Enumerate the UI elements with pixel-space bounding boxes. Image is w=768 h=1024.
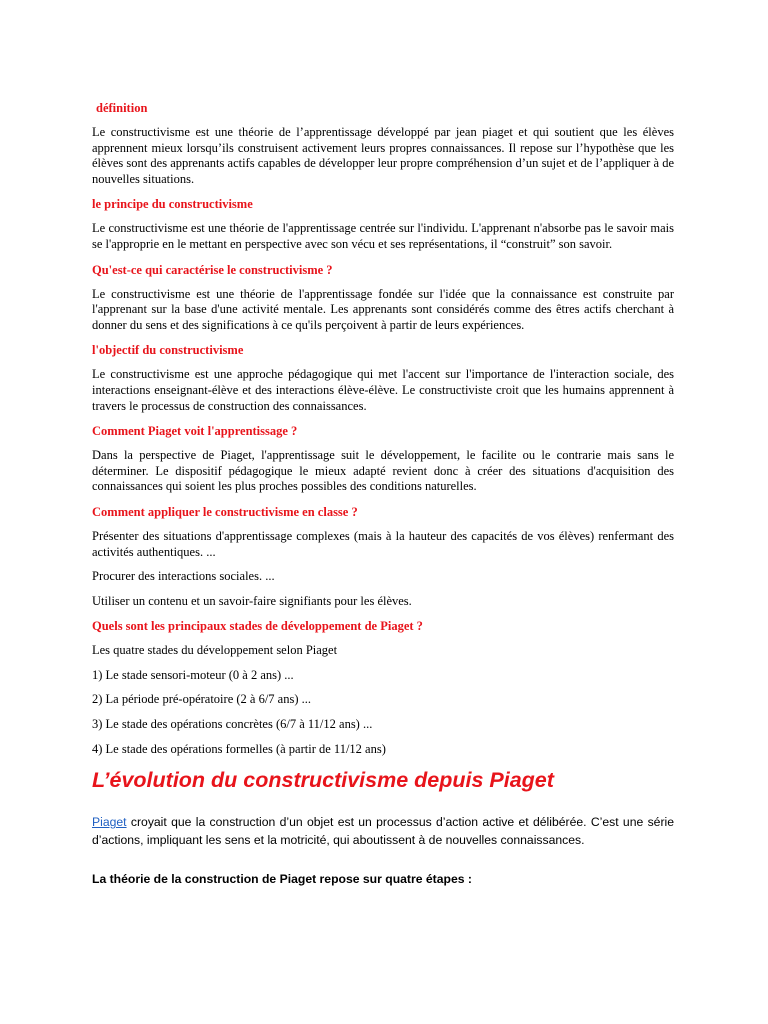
evolution-text: croyait que la construction d’un objet est un processus d’action active et délibérée. C’est une série d’actions, impliquant les sens et la motricité, qui aboutissent à de nouvelles connaissances. [92,815,674,847]
stades-intro: Les quatre stades du développement selon Piaget [92,643,338,658]
theory-line: La théorie de la construction de Piaget repose sur quatre étapes : [92,872,472,887]
heading-appliquer: Comment appliquer le constructivisme en classe ? [92,504,358,519]
piaget-link[interactable]: Piaget [92,815,127,830]
list-item: Utiliser un contenu et un savoir-faire signifiants pour les élèves. [92,593,412,608]
evolution-paragraph [92,814,674,849]
paragraph-objectif: Le constructivisme est une approche pédagogique qui met l'accent sur l'importance de l'interaction sociale, des interactions enseignant-élève et des interactions élève-élève. Le constructiviste croit que les humains apprennent à travers le processus de construction des connaissances. [92,367,674,413]
heading-definition: définition [96,101,148,115]
heading-stades: Quels sont les principaux stades de développement de Piaget ? [92,619,423,634]
paragraph-piaget-voit: Dans la perspective de Piaget, l'apprentissage suit le développement, le facilite ou le contrarie mais sans le déterminer. Le dispositif pédagogique le mieux adapté revient donc à créer des situations d'acquisition des connaissances qui soient les plus proches possibles des conditions naturelles. [92,448,674,494]
heading-piaget-voit: Comment Piaget voit l'apprentissage ? [92,424,298,439]
document-content [92,100,674,911]
paragraph-caracterise: Le constructivisme est une théorie de l'apprentissage fondée sur l'idée que la connaissance est construite par l'apprenant sur la base d'une activité mentale. Les apprenants sont considérés comme des êtres actifs cherchant à donner du sens et des significations à ce qu'ils perçoivent à partir de leurs expériences. [92,286,674,332]
heading-principe: le principe du constructivisme [92,197,253,212]
heading-objectif: l'objectif du constructivisme [92,343,244,358]
list-item: 1) Le stade sensori-moteur (0 à 2 ans) ... [92,667,294,682]
evolution-title: L’évolution du constructivisme depuis Piaget [92,768,554,793]
heading-caracterise: Qu'est-ce qui caractérise le constructivisme ? [92,262,333,277]
paragraph-principe: Le constructivisme est une théorie de l'apprentissage centrée sur l'individu. L'apprenant n'absorbe pas le savoir mais se l'approprie en le mettant en perspective avec son vécu et ses représentations, il “construit” son savoir. [92,221,674,251]
list-item: 4) Le stade des opérations formelles (à partir de 11/12 ans) [92,741,386,756]
list-item: Présenter des situations d'apprentissage complexes (mais à la hauteur des capacités de vos élèves) renfermant des activités authentiques. ... [92,528,674,559]
list-item: Procurer des interactions sociales. ... [92,569,275,584]
list-item: 2) La période pré-opératoire (2 à 6/7 ans) ... [92,692,312,707]
list-item: 3) Le stade des opérations concrètes (6/7 à 11/12 ans) ... [92,717,373,732]
paragraph-definition: Le constructivisme est une théorie de l’apprentissage développé par jean piaget et qui soutient que les élèves apprennent mieux lorsqu’ils construisent activement leurs propres connaissances. Il repose sur l’hypothèse que les élèves sont des apprenants actifs capables de développer leur propre compréhension d’un sujet et de l’appliquer à de nouvelles situations. [92,125,674,186]
